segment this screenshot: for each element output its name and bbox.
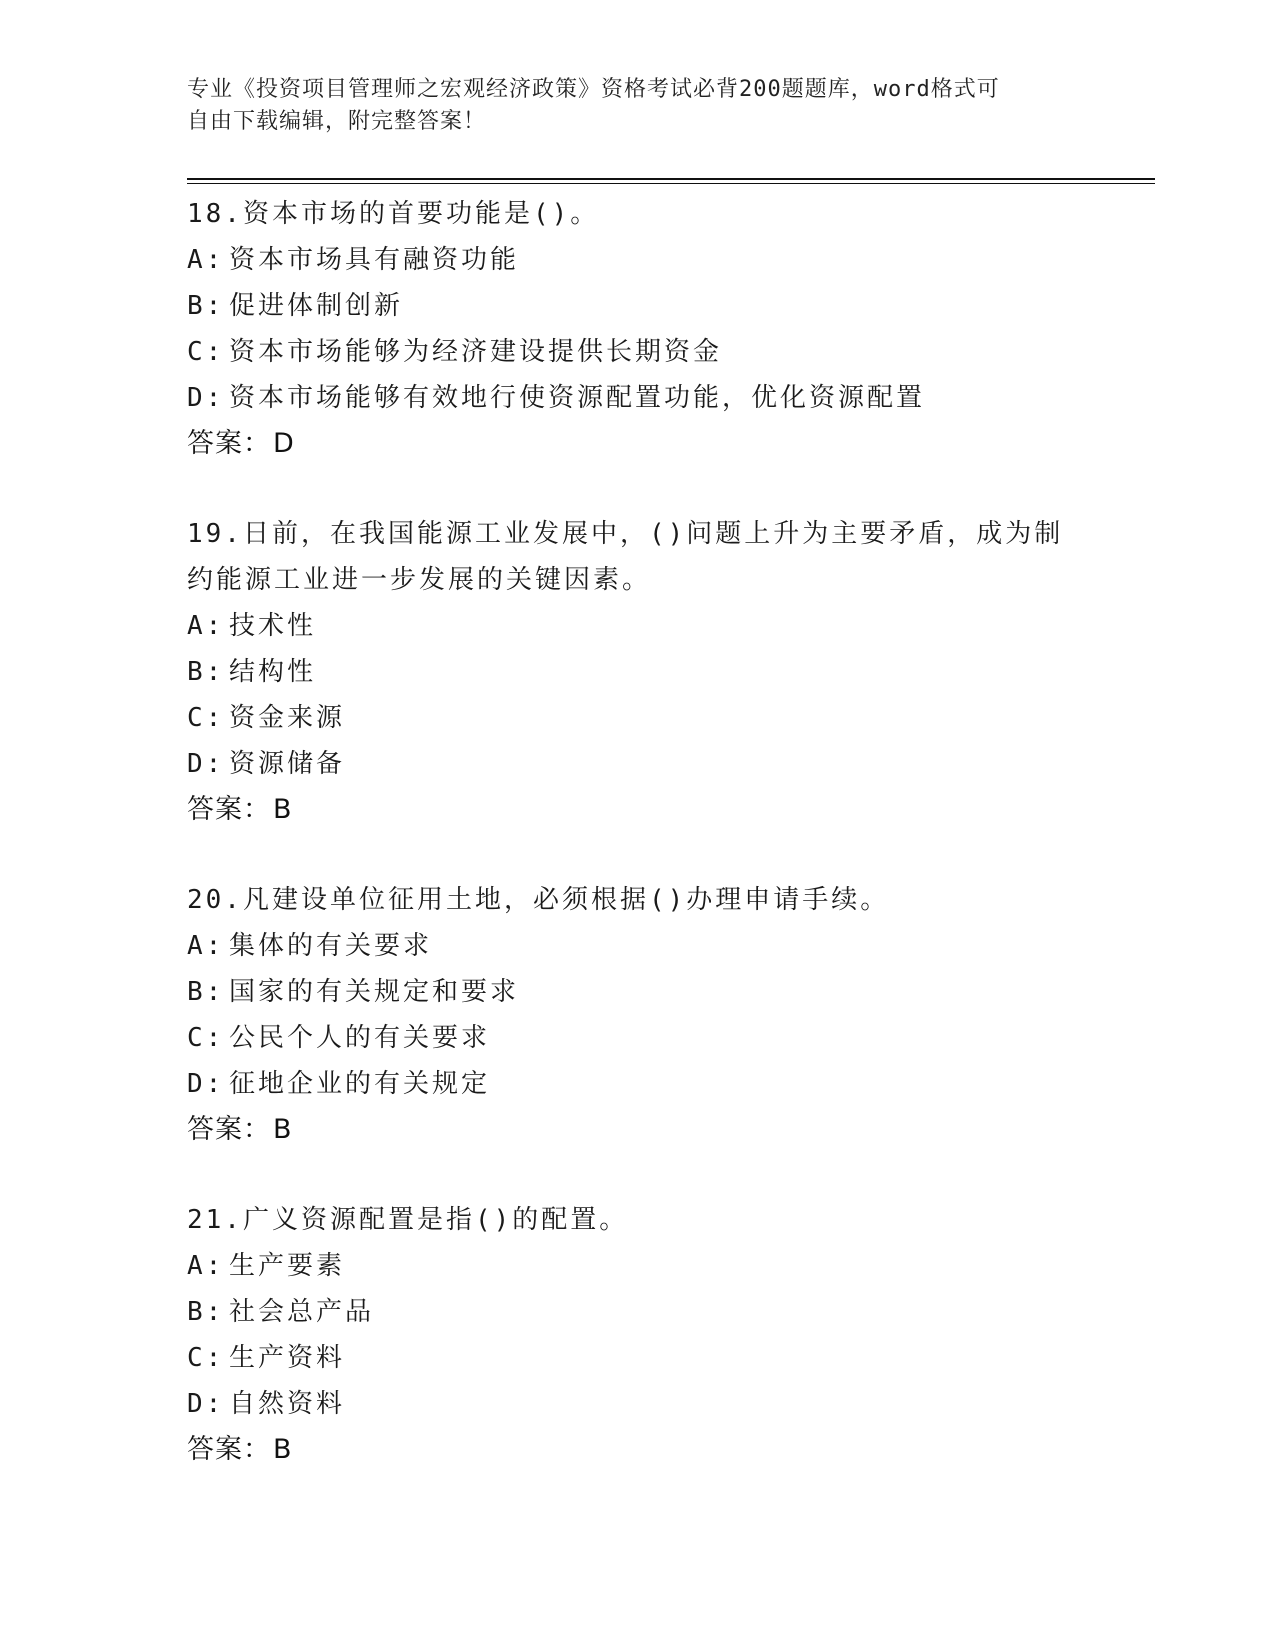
option-letter: C: xyxy=(187,703,225,733)
question-list xyxy=(187,191,1087,1517)
option-text: 生产要素 xyxy=(229,1251,346,1281)
option-text: 国家的有关规定和要求 xyxy=(229,977,520,1007)
option-text: 资源储备 xyxy=(229,749,346,779)
answer-value: B xyxy=(273,794,293,825)
option-text: 资本市场具有融资功能 xyxy=(229,245,520,275)
option-text: 自然资料 xyxy=(229,1389,346,1419)
question-19 xyxy=(187,511,1087,833)
option-letter: C: xyxy=(187,1023,225,1053)
option-c xyxy=(187,1015,1087,1061)
question-text: 20.凡建设单位征用土地，必须根据()办理申请手续。 xyxy=(187,885,890,915)
answer-line xyxy=(187,421,1087,467)
question-text: 19.日前，在我国能源工业发展中，()问题上升为主要矛盾，成为制约能源工业进一步发展的关键因素。 xyxy=(187,519,1064,595)
option-a xyxy=(187,603,1087,649)
option-letter: A: xyxy=(187,1251,225,1281)
option-letter: D: xyxy=(187,1069,225,1099)
option-text: 公民个人的有关要求 xyxy=(229,1023,491,1053)
answer-line xyxy=(187,787,1087,833)
option-text: 生产资料 xyxy=(229,1343,346,1373)
option-letter: A: xyxy=(187,245,225,275)
option-letter: C: xyxy=(187,1343,225,1373)
option-letter: B: xyxy=(187,977,225,1007)
option-a xyxy=(187,237,1087,283)
answer-value: B xyxy=(273,1114,293,1145)
option-b xyxy=(187,969,1087,1015)
option-b xyxy=(187,1289,1087,1335)
answer-line xyxy=(187,1107,1087,1153)
option-text: 征地企业的有关规定 xyxy=(229,1069,491,1099)
header-divider xyxy=(187,178,1155,184)
option-letter: D: xyxy=(187,1389,225,1419)
option-text: 资本市场能够有效地行使资源配置功能，优化资源配置 xyxy=(229,383,926,413)
option-c xyxy=(187,329,1087,375)
option-letter: B: xyxy=(187,291,225,321)
option-d xyxy=(187,1381,1087,1427)
option-text: 结构性 xyxy=(229,657,317,687)
option-letter: B: xyxy=(187,1297,225,1327)
question-text: 18.资本市场的首要功能是()。 xyxy=(187,199,600,229)
option-c xyxy=(187,1335,1087,1381)
option-text: 促进体制创新 xyxy=(229,291,404,321)
option-text: 资金来源 xyxy=(229,703,346,733)
option-text: 集体的有关要求 xyxy=(229,931,433,961)
option-a xyxy=(187,923,1087,969)
option-d xyxy=(187,1061,1087,1107)
question-21 xyxy=(187,1197,1087,1473)
option-d xyxy=(187,375,1087,421)
option-text: 社会总产品 xyxy=(229,1297,375,1327)
answer-label: 答案： xyxy=(187,1434,271,1465)
option-c xyxy=(187,695,1087,741)
option-b xyxy=(187,649,1087,695)
option-d xyxy=(187,741,1087,787)
document-header xyxy=(187,74,1087,138)
option-letter: A: xyxy=(187,611,225,641)
option-letter: A: xyxy=(187,931,225,961)
option-a xyxy=(187,1243,1087,1289)
answer-label: 答案： xyxy=(187,1114,271,1145)
option-letter: B: xyxy=(187,657,225,687)
option-letter: D: xyxy=(187,383,225,413)
question-18 xyxy=(187,191,1087,467)
answer-label: 答案： xyxy=(187,794,271,825)
option-letter: D: xyxy=(187,749,225,779)
option-letter: C: xyxy=(187,337,225,367)
option-text: 资本市场能够为经济建设提供长期资金 xyxy=(229,337,723,367)
header-line-2: 自由下载编辑，附完整答案！ xyxy=(187,109,487,134)
option-text: 技术性 xyxy=(229,611,317,641)
answer-label: 答案： xyxy=(187,428,271,459)
header-line-1: 专业《投资项目管理师之宏观经济政策》资格考试必背200题题库，word格式可 xyxy=(187,77,1000,102)
answer-value: B xyxy=(273,1434,293,1465)
answer-line xyxy=(187,1427,1087,1473)
option-b xyxy=(187,283,1087,329)
answer-value: D xyxy=(273,428,295,459)
question-20 xyxy=(187,877,1087,1153)
question-text: 21.广义资源配置是指()的配置。 xyxy=(187,1205,629,1235)
